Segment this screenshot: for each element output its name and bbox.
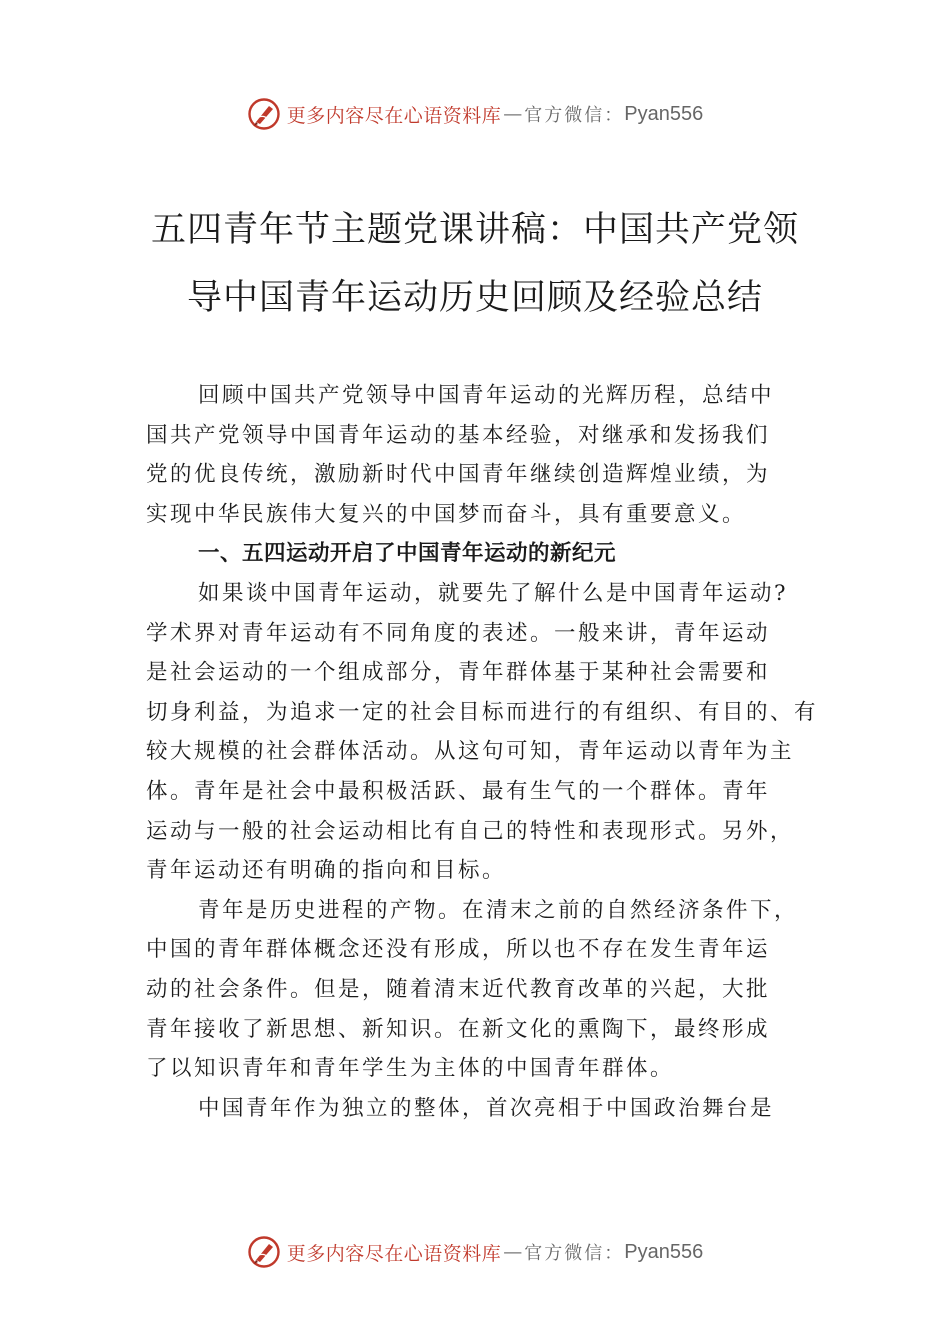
paragraph-line: 中国青年作为独立的整体，首次亮相于中国政治舞台是 [198, 1095, 775, 1121]
paragraph-line: 较大规模的社会群体活动。从这句可知，青年运动以青年为主 [146, 739, 795, 765]
watermark-wechat-label: 官方微信： [524, 1243, 625, 1264]
paragraph-line: 学术界对青年运动有不同角度的表述。一般来讲，青年运动 [146, 620, 771, 646]
header-watermark [0, 94, 950, 134]
pen-logo-icon [247, 97, 281, 131]
paragraph-line: 了以知识青年和青年学生为主体的中国青年群体。 [146, 1056, 675, 1082]
paragraph-line: 运动与一般的社会运动相比有自己的特性和表现形式。另外， [146, 818, 795, 844]
title-line-1: 五四青年节主题党课讲稿：中国共产党领 [150, 210, 799, 250]
watermark-separator: — [503, 103, 523, 125]
watermark-wechat-id: Pyan556 [624, 1240, 704, 1263]
watermark-separator: — [503, 1241, 523, 1263]
paragraph-line: 青年运动还有明确的指向和目标。 [146, 858, 507, 884]
paragraph-line: 是社会运动的一个组成部分，青年群体基于某种社会需要和 [146, 660, 771, 686]
paragraph-line: 青年是历史进程的产物。在清末之前的自然经济条件下， [198, 897, 799, 923]
paragraph-line: 切身利益，为追求一定的社会目标而进行的有组织、有目的、有 [146, 699, 819, 725]
footer-watermark [0, 1232, 950, 1272]
paragraph-line: 青年接收了新思想、新知识。在新文化的熏陶下，最终形成 [146, 1016, 771, 1042]
section-heading: 一、五四运动开启了中国青年运动的新纪元 [198, 541, 617, 567]
paragraph-line: 实现中华民族伟大复兴的中国梦而奋斗，具有重要意义。 [146, 501, 747, 527]
watermark-wechat-id: Pyan556 [624, 102, 704, 125]
paragraph-line: 党的优良传统，激励新时代中国青年继续创造辉煌业绩，为 [146, 462, 771, 488]
paragraph-line: 国共产党领导中国青年运动的基本经验，对继承和发扬我们 [146, 422, 771, 448]
watermark-wechat-label: 官方微信： [524, 105, 625, 126]
title-line-2: 导中国青年运动历史回顾及经验总结 [186, 278, 763, 318]
paragraph-line: 体。青年是社会中最积极活跃、最有生气的一个群体。青年 [146, 778, 771, 804]
paragraph-line: 中国的青年群体概念还没有形成，所以也不存在发生青年运 [146, 937, 771, 963]
paragraph-line: 回顾中国共产党领导中国青年运动的光辉历程，总结中 [198, 383, 775, 408]
document-title [100, 196, 850, 332]
pen-logo-icon [247, 1235, 281, 1269]
watermark-brand: 更多内容尽在心语资料库 [286, 1242, 502, 1265]
paragraph-line: 如果谈中国青年运动，就要先了解什么是中国青年运动? [198, 580, 789, 606]
watermark-brand: 更多内容尽在心语资料库 [286, 104, 502, 127]
document-body [146, 376, 828, 1128]
paragraph-line: 动的社会条件。但是，随着清末近代教育改革的兴起，大批 [146, 976, 771, 1002]
